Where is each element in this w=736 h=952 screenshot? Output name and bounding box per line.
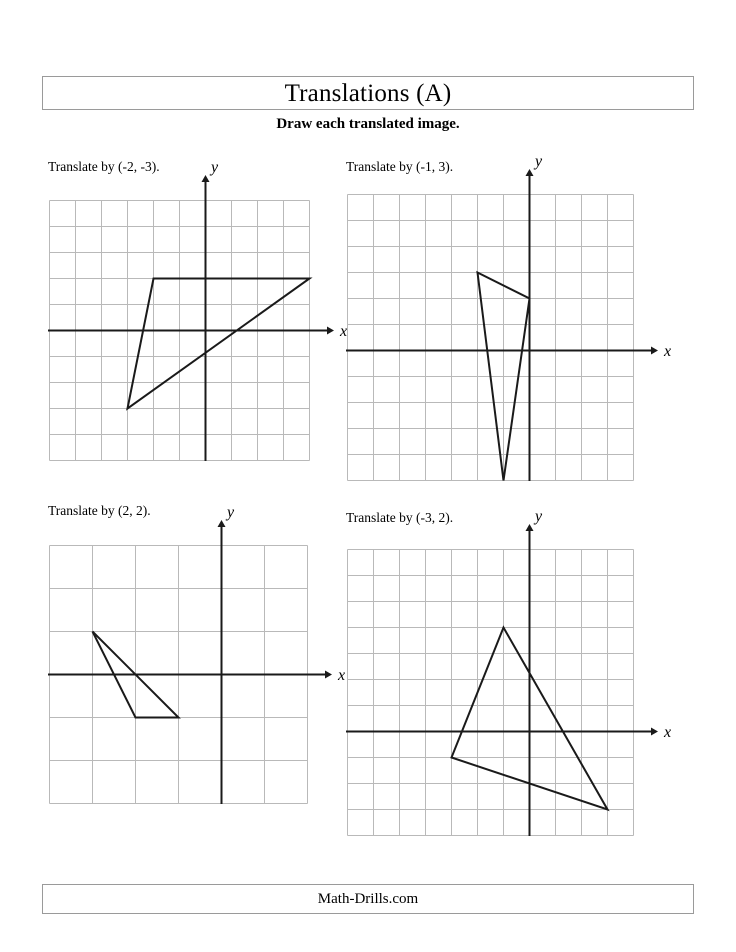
coordinate-grid: [317, 153, 672, 510]
x-axis-label: x: [338, 667, 346, 684]
grid-lines: [348, 550, 634, 836]
problem-3-instruction: Translate by (2, 2).: [48, 503, 151, 518]
x-axis-arrowhead: [651, 347, 658, 355]
y-axis-arrowhead: [526, 524, 534, 531]
footer-label: Math-Drills.com: [317, 890, 419, 907]
axes: [48, 520, 332, 804]
x-axis-label: x: [340, 323, 348, 340]
problem-2-instruction: Translate by (-1, 3).: [346, 159, 454, 174]
title-banner: [42, 76, 694, 110]
y-axis-arrowhead: [526, 169, 534, 176]
grid-lines: [348, 195, 634, 481]
y-axis-arrowhead: [218, 520, 226, 527]
y-axis-label: y: [535, 153, 543, 170]
page-title: Translations (A): [284, 79, 452, 107]
y-axis-label: y: [227, 504, 235, 521]
problem-4-instruction: Translate by (-3, 2).: [346, 510, 454, 525]
page-subtitle: Draw each translated image.: [276, 116, 460, 132]
preimage-shape: [128, 279, 310, 409]
problem-1-instruction: Translate by (-2, -3).: [48, 159, 160, 174]
y-axis-arrowhead: [202, 175, 210, 182]
footer-banner: [42, 884, 694, 914]
axes: [48, 175, 334, 461]
problem-2-graph[interactable]: [317, 153, 672, 510]
y-axis-label: y: [211, 159, 219, 176]
x-axis-label: x: [664, 724, 672, 741]
x-axis-label: x: [664, 343, 672, 360]
x-axis-arrowhead: [651, 728, 658, 736]
y-axis-label: y: [535, 508, 543, 525]
